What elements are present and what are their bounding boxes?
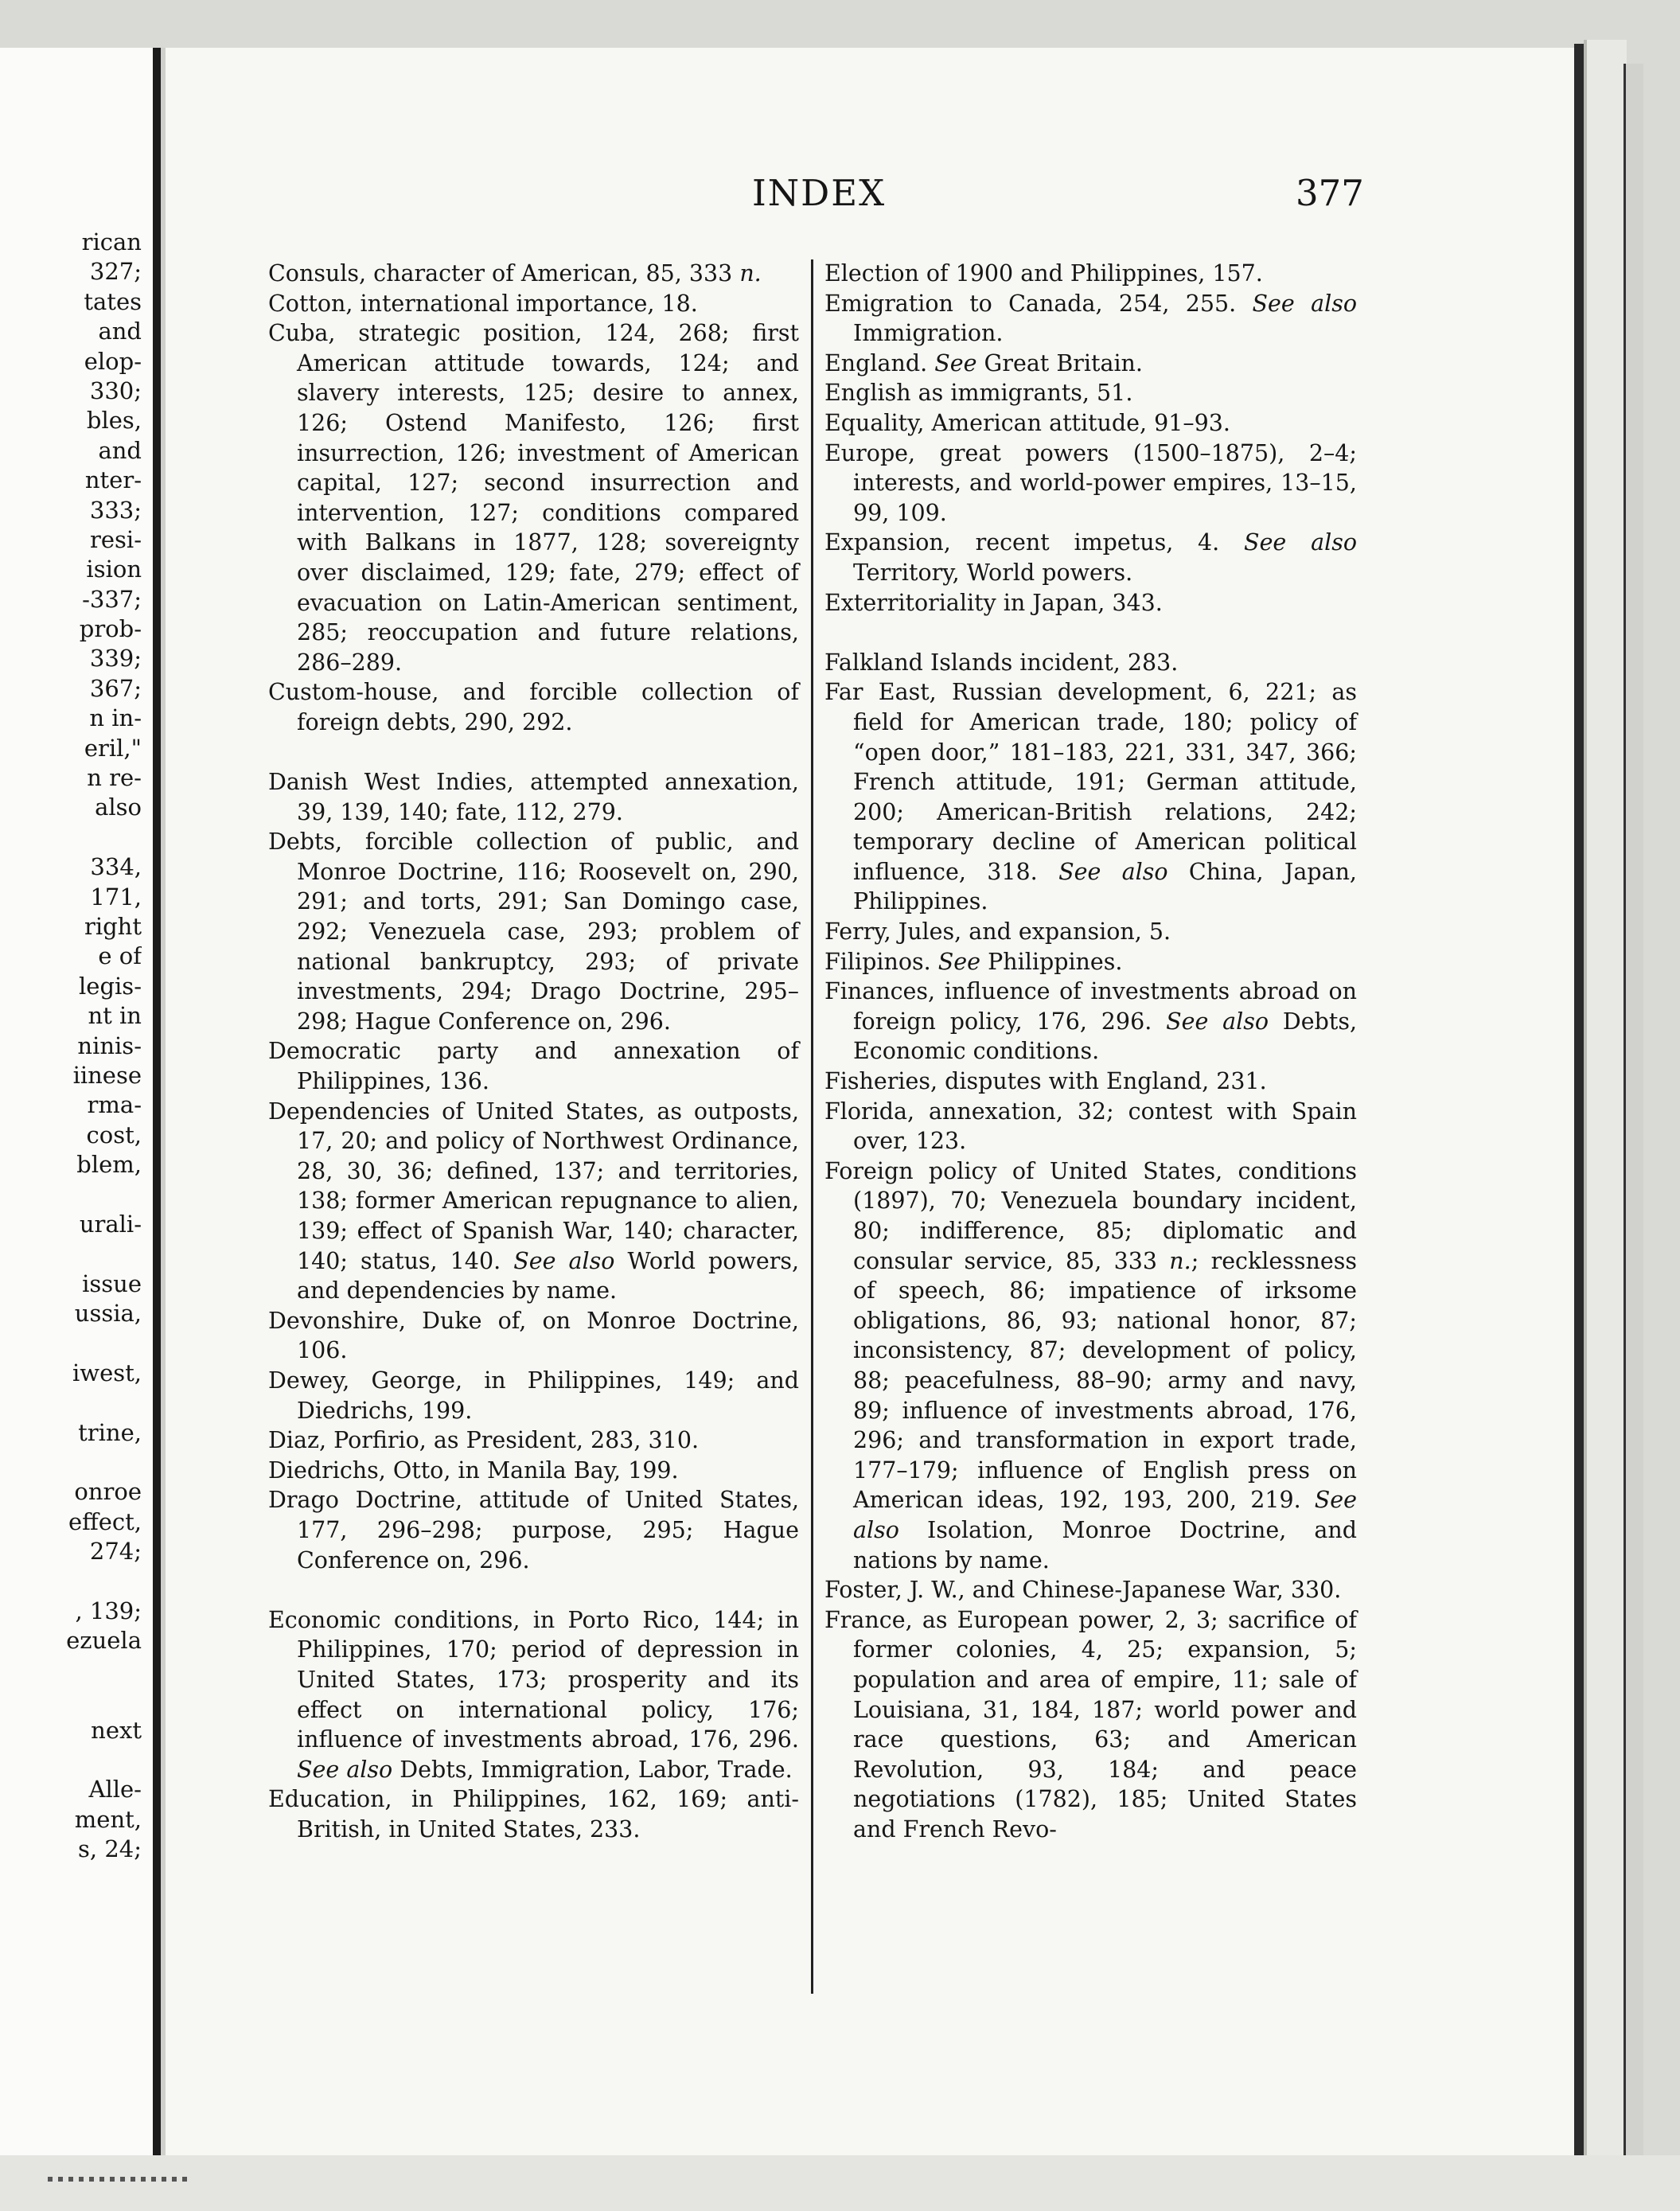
entry-text: ; recklessness of speech, 86; impatience of irksome obligations, 86, 93; national honor, 87; inconsistency, 87; development of policy, 88; peacefulness, 88–90; army and navy, 89; influence of investments abroad, 176, 296; and transformation in export trade, 177–179; influence of English press on American ideas, 192, 193, 200, 219. <box>853 1247 1357 1514</box>
margin-fragment: next <box>91 1716 142 1744</box>
index-entry <box>824 439 1357 528</box>
margin-fragment: 339; <box>89 645 142 673</box>
margin-fragment: legis- <box>79 972 142 1000</box>
entry-text: attitude of United States, 177, 296–298; purpose, 295; Hague Conference on, 296. <box>297 1487 799 1573</box>
margin-fragment: tates <box>84 287 142 315</box>
index-entry <box>824 677 1357 917</box>
margin-fragment: prob- <box>79 615 142 643</box>
entry-text: American attitude, 91–93. <box>924 409 1230 436</box>
entry-heading: Dependencies <box>268 1098 431 1125</box>
margin-fragment: rican <box>81 228 142 255</box>
entry-text: disputes with England, 231. <box>937 1068 1267 1095</box>
entry-text: to Canada, 254, 255. <box>953 290 1253 317</box>
index-column-left <box>268 259 799 1844</box>
entry-italic: n. <box>739 260 762 287</box>
margin-fragment: 367; <box>89 674 142 702</box>
entry-text: influence of investments abroad on foreign policy, 176, 296. <box>853 978 1357 1035</box>
entry-heading: Finances, <box>824 978 936 1005</box>
margin-fragment: ezuela <box>66 1627 142 1655</box>
margin-fragment <box>0 1745 142 1775</box>
index-entry <box>824 947 1357 977</box>
margin-fragment: s, 24; <box>78 1835 142 1863</box>
cross-reference-label: See also <box>853 1487 1357 1543</box>
index-entry <box>268 827 799 1036</box>
entry-heading: Election of 1900 <box>824 260 1014 287</box>
margin-fragment <box>0 823 142 852</box>
column-divider <box>811 259 813 1994</box>
entry-text: Immigration. <box>853 320 1004 347</box>
margin-fragment: resi- <box>90 525 142 553</box>
margin-fragment: 334, <box>90 853 142 881</box>
page-number: 377 <box>1296 172 1364 214</box>
entry-text: in Philippines, 162, 169; anti-British, in United States, 233. <box>297 1786 799 1842</box>
entry-text: of United States, conditions (1897), 70; Venezuela boundary incident, 80; indifference, 85; diplomatic and consular service, 85, 333 <box>853 1157 1357 1274</box>
entry-text: World powers, and dependencies by name. <box>297 1247 800 1304</box>
entry-heading: Danish West Indies, <box>268 769 514 796</box>
margin-fragment: 330; <box>89 376 142 404</box>
entry-text: strategic position, 124, 268; first American attitude towards, 124; and slavery interests, 125; desire to annex, 126; Ostend Manifesto, 126; first insurrection, 126; investment of American capital, 127; second insurrection and intervention, 127; conditions compared with Balkans in 1877, 128; sovereignty over disclaimed, 129; fate, 279; effect of evacuation on Latin-American sentiment, 285; reoccupation and future relations, 286–289. <box>297 320 799 676</box>
entry-text: Otto, in Manila Bay, 199. <box>385 1456 679 1484</box>
margin-fragment <box>0 1567 142 1597</box>
margin-fragment: trine, <box>78 1418 142 1446</box>
index-entry <box>268 1097 799 1306</box>
index-entry <box>268 677 799 737</box>
index-entry <box>824 1575 1357 1605</box>
entry-heading: Ferry, <box>824 918 891 946</box>
entry-heading: Diaz, <box>268 1427 327 1454</box>
entry-text: Isolation, Monroe Doctrine, and nations by name. <box>853 1516 1357 1573</box>
index-entry <box>268 1425 799 1456</box>
margin-fragment: ision <box>86 556 142 583</box>
index-entry <box>268 1605 799 1785</box>
entry-heading: Education, <box>268 1786 392 1813</box>
cross-reference-label: See also <box>513 1247 615 1274</box>
cross-reference-label: See also <box>297 1756 393 1783</box>
margin-fragment: iwest, <box>72 1359 142 1386</box>
index-entry <box>824 1067 1357 1097</box>
index-entry <box>824 378 1357 408</box>
index-entry <box>268 1485 799 1575</box>
entry-text: and Philippines, 157. <box>1013 260 1263 287</box>
index-entry <box>268 1366 799 1425</box>
margin-fragment: Alle- <box>88 1776 142 1804</box>
previous-page-text-fragments <box>0 228 142 1864</box>
margin-fragment: elop- <box>84 347 142 375</box>
margin-fragment <box>0 1388 142 1417</box>
entry-heading: Foster, <box>824 1577 902 1604</box>
entry-text: as European power, 2, 3; sacrifice of former colonies, 4, 25; expansion, 5; population and area of empire, 11; sale of Louisiana, 31, 184, 187; world power and race questions, 63; and American Revolution, 93, 184; and peace negotiations (1782), 185; United States and French Revo- <box>853 1606 1357 1842</box>
margin-fragment: cost, <box>86 1121 142 1148</box>
margin-fragment: e of <box>98 942 142 970</box>
entry-heading: Diedrichs, <box>268 1456 386 1484</box>
cross-reference-label: See also <box>1058 858 1168 885</box>
margin-fragment <box>0 1239 142 1269</box>
entry-text: Philippines. <box>980 948 1123 975</box>
margin-fragment: rma- <box>87 1091 142 1119</box>
margin-fragment: nt in <box>88 1002 142 1030</box>
scan-artifact <box>48 2177 188 2182</box>
page-title: INDEX <box>752 172 887 214</box>
index-entry <box>824 349 1357 379</box>
page-stack-outer <box>1623 64 1643 2157</box>
entry-heading: English <box>824 380 911 407</box>
entry-heading: Falkland Islands <box>824 649 1013 676</box>
index-entry <box>268 1306 799 1366</box>
entry-text: Russian development, 6, 221; as field for American trade, 180; policy of “open door,” 181–183, 221, 331, 347, 366; French attitude, 191; German attitude, 200; American-British relations, 242; temporary decline of American political influence, 318. <box>853 679 1357 885</box>
index-entry <box>824 648 1357 678</box>
margin-fragment: 274; <box>89 1538 142 1566</box>
entry-text: Debts, Economic conditions. <box>853 1008 1357 1065</box>
margin-fragment: 327; <box>89 258 142 286</box>
cross-reference-label: See also <box>1244 529 1357 556</box>
entry-text: Debts, Immigration, Labor, Trade. <box>392 1756 793 1783</box>
entry-heading: Filipinos. <box>824 948 931 975</box>
entry-text: Jules, and expansion, 5. <box>891 918 1171 946</box>
margin-fragment: eril," <box>84 734 142 762</box>
entry-text: China, Japan, Philippines. <box>853 858 1357 915</box>
entry-heading: Europe, <box>824 439 916 466</box>
entry-text: Territory, World powers. <box>853 559 1133 586</box>
margin-fragment: also <box>95 794 142 821</box>
entry-italic: n. <box>1169 1247 1191 1274</box>
index-entry <box>824 259 1357 289</box>
entry-heading: Debts, <box>268 829 343 856</box>
entry-heading: Custom-house, <box>268 679 439 706</box>
entry-heading: Cuba, <box>268 320 336 347</box>
margin-fragment: ment, <box>74 1805 142 1833</box>
entry-heading: Far East, <box>824 679 937 706</box>
entry-text: great powers (1500–1875), 2–4; interests, and world-power empires, 13–15, 99, 109. <box>853 439 1357 526</box>
letter-section-break <box>268 738 799 768</box>
margin-fragment <box>0 1686 142 1715</box>
entry-text: Duke of, on Monroe Doctrine, 106. <box>297 1307 799 1364</box>
index-entry <box>268 1036 799 1096</box>
margin-fragment: ninis- <box>77 1031 142 1059</box>
index-column-right <box>824 259 1357 1844</box>
cross-reference-label: See <box>934 349 977 376</box>
entry-heading: Consuls, <box>268 260 367 287</box>
entry-heading: Economic conditions, <box>268 1606 520 1633</box>
margin-fragment: urali- <box>79 1210 142 1238</box>
margin-fragment <box>0 1448 142 1477</box>
entry-text: and annexation of Philippines, 136. <box>297 1038 799 1095</box>
entry-text: and forcible collection of foreign debts, 290, 292. <box>297 679 799 735</box>
entry-text: as immigrants, 51. <box>910 380 1133 407</box>
entry-text: incident, 283. <box>1012 649 1179 676</box>
index-entry <box>268 1784 799 1844</box>
margin-fragment: onroe <box>74 1478 142 1506</box>
entry-heading: Cotton, <box>268 290 353 317</box>
entry-heading: England. <box>824 349 928 376</box>
margin-fragment: and <box>98 436 142 464</box>
margin-fragment: iinese <box>72 1061 142 1089</box>
index-entry <box>268 767 799 827</box>
entry-text: in Japan, 343. <box>996 589 1163 616</box>
entry-text: recent impetus, 4. <box>950 529 1245 556</box>
entry-text: J. W., and Chinese-Japanese War, 330. <box>902 1577 1342 1604</box>
entry-heading: Fisheries, <box>824 1068 938 1095</box>
index-entry <box>824 588 1357 618</box>
index-entry <box>824 289 1357 349</box>
entry-text: of United States, as outposts, 17, 20; and policy of Northwest Ordinance, 28, 30, 36; defined, 137; and territories, 138; former American repugnance to alien, 139; effect of Spanish War, 140; character, 140; status, 140. <box>297 1098 799 1274</box>
entry-text: attempted annexation, 39, 139, 140; fate, 112, 279. <box>297 769 799 825</box>
margin-fragment <box>0 1180 142 1210</box>
entry-heading: France, <box>824 1606 913 1633</box>
entry-text: George, in Philippines, 149; and Diedrichs, 199. <box>297 1367 799 1424</box>
margin-fragment <box>0 1656 142 1686</box>
entry-text: character of American, 85, 333 <box>366 260 740 287</box>
margin-fragment <box>0 1328 142 1358</box>
page-stack-edge <box>1584 40 1627 2157</box>
entry-text: annexation, 32; contest with Spain over, 123. <box>853 1098 1357 1155</box>
index-entry <box>824 408 1357 439</box>
entry-text: forcible collection of public, and Monroe Doctrine, 116; Roosevelt on, 290, 291; and torts, 291; San Domingo case, 292; Venezuela case, 293; problem of national bankruptcy, 293; of private investments, 294; Drago Doctrine, 295–298; Hague Conference on, 296. <box>297 829 799 1035</box>
entry-heading: Dewey, <box>268 1367 350 1394</box>
index-entry <box>824 917 1357 947</box>
index-entry <box>824 1156 1357 1575</box>
margin-fragment: issue <box>82 1269 142 1297</box>
index-entry <box>824 1097 1357 1156</box>
book-spine-shadow <box>153 48 161 2209</box>
index-entry <box>268 289 799 319</box>
letter-section-break <box>268 1575 799 1605</box>
entry-heading: Equality, <box>824 409 925 436</box>
margin-fragment: n in- <box>89 704 142 732</box>
index-entry <box>268 259 799 289</box>
margin-fragment: 171, <box>90 883 142 911</box>
entry-text: Great Britain. <box>976 349 1143 376</box>
cross-reference-label: See also <box>1166 1008 1269 1035</box>
entry-text: Porfirio, as President, 283, 310. <box>326 1427 700 1454</box>
letter-section-break <box>824 618 1357 648</box>
entry-text: international importance, 18. <box>353 290 698 317</box>
margin-fragment: and <box>98 318 142 345</box>
margin-fragment: 333; <box>89 496 142 524</box>
entry-heading: Expansion, <box>824 529 951 556</box>
margin-fragment: -337; <box>82 585 142 613</box>
entry-heading: Devonshire, <box>268 1307 406 1334</box>
index-entry <box>824 528 1357 587</box>
entry-text <box>927 350 934 376</box>
index-entry <box>268 1456 799 1486</box>
margin-fragment: effect, <box>68 1507 142 1535</box>
cross-reference-label: See <box>937 948 981 975</box>
margin-fragment: ussia, <box>74 1300 142 1328</box>
entry-heading: Democratic party <box>268 1038 499 1065</box>
margin-fragment: blem, <box>76 1151 142 1179</box>
index-entry <box>268 318 799 677</box>
margin-fragment: , 139; <box>75 1597 142 1624</box>
entry-heading: Exterritoriality <box>824 589 996 616</box>
margin-fragment: bles, <box>86 407 142 435</box>
entry-heading: Florida, <box>824 1098 915 1125</box>
index-entry <box>824 1605 1357 1845</box>
margin-fragment: right <box>84 912 142 940</box>
margin-fragment: nter- <box>84 466 142 494</box>
index-entry <box>824 977 1357 1067</box>
entry-heading: Drago Doctrine, <box>268 1487 463 1514</box>
entry-text: in Porto Rico, 144; in Philippines, 170; period of depression in United States, 173; prosperity and its effect on international policy, 176; influence of investments abroad, 176, 296. <box>297 1606 800 1753</box>
margin-fragment: n re- <box>87 764 142 792</box>
page-edge-shadow <box>1574 44 1584 2157</box>
entry-heading: Foreign policy <box>824 1157 997 1184</box>
scan-bottom-margin <box>0 2155 1680 2211</box>
entry-heading: Emigration <box>824 290 953 317</box>
cross-reference-label: See also <box>1252 290 1357 317</box>
entry-text <box>931 949 938 975</box>
